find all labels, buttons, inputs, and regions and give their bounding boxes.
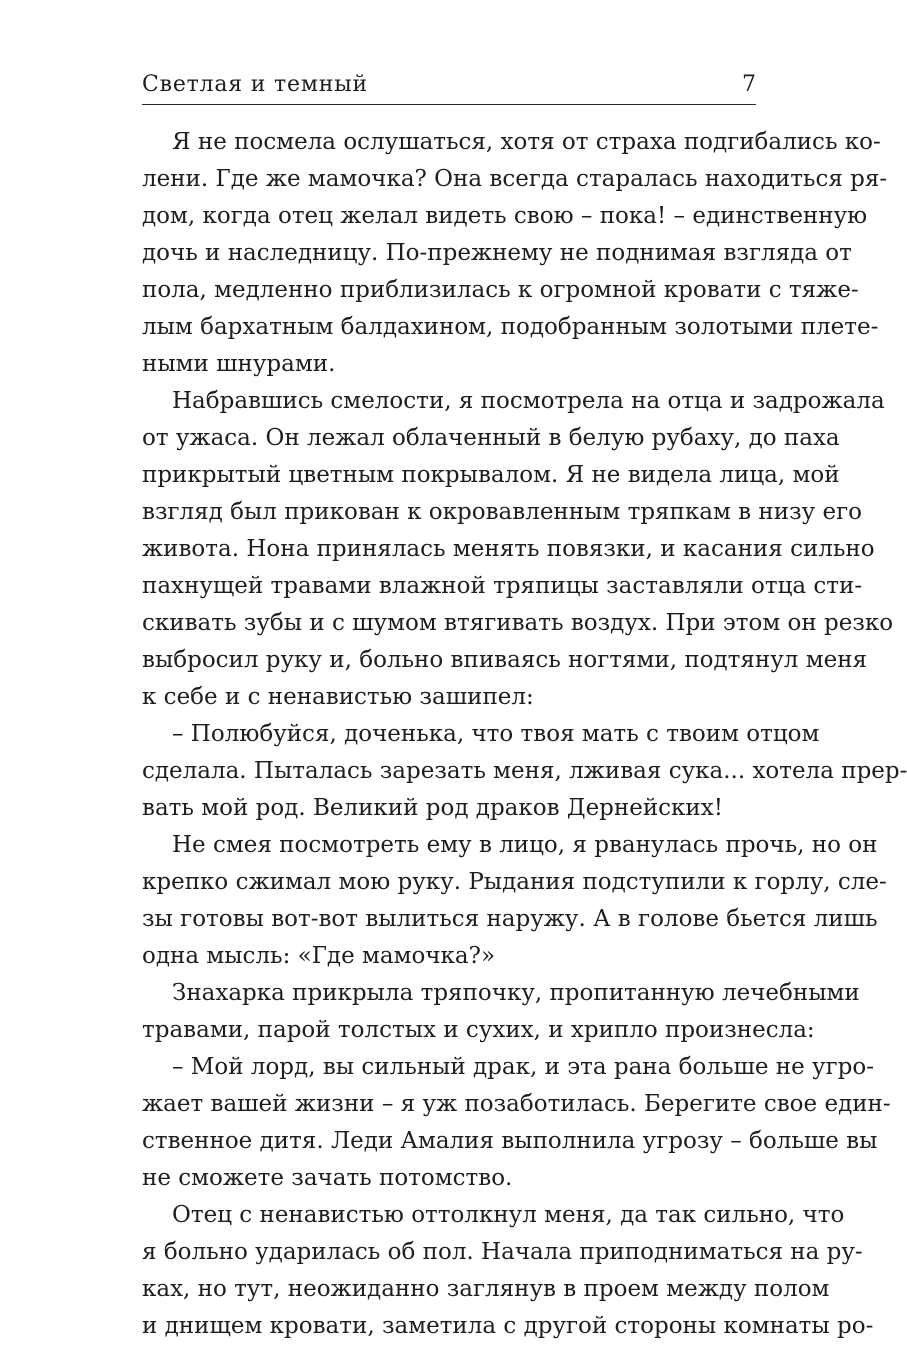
text-line: лым бархатным балдахином, подобранным золотыми плете- <box>142 314 879 340</box>
header-rule <box>142 104 756 105</box>
text-line: пола, медленно приблизилась к огромной кровати с тяже- <box>142 277 859 303</box>
text-line: ках, но тут, неожиданно заглянув в проем между полом <box>142 1276 830 1302</box>
text-line: жает вашей жизни – я уж позаботилась. Берегите свое един- <box>142 1091 891 1117</box>
running-head <box>142 70 756 100</box>
text-line: Набравшись смелости, я посмотрела на отца и задрожала <box>172 388 885 414</box>
paragraph <box>142 1049 891 1197</box>
text-line: Отец с ненавистью оттолкнул меня, да так сильно, что <box>172 1202 845 1228</box>
text-line: крепко сжимал мою руку. Рыдания подступили к горлу, сле- <box>142 869 887 895</box>
text-line: Не смея посмотреть ему в лицо, я рванулась прочь, но он <box>172 832 878 858</box>
text-line: зы готовы вот-вот вылиться наружу. А в голове бьется лишь <box>142 906 878 932</box>
paragraph <box>142 827 887 975</box>
paragraph <box>142 383 894 716</box>
paragraph <box>142 975 860 1049</box>
text-line: не сможете зачать потомство. <box>142 1165 513 1191</box>
paragraph <box>142 716 907 827</box>
text-line: дочь и наследницу. По-прежнему не поднимая взгляда от <box>142 240 852 266</box>
text-line: прикрытый цветным покрывалом. Я не видела лица, мой <box>142 462 840 488</box>
text-line: живота. Нона принялась менять повязки, и касания сильно <box>142 536 875 562</box>
paragraph <box>142 1197 874 1345</box>
text-line: – Мой лорд, вы сильный драк, и эта рана больше не угро- <box>172 1054 874 1080</box>
text-line: сделала. Пыталась зарезать меня, лживая сука... хотела прер- <box>142 758 907 784</box>
text-line: одна мысль: «Где мамочка?» <box>142 943 496 969</box>
page-number: 7 <box>742 72 756 97</box>
text-line: выбросил руку и, больно впиваясь ногтями, подтянул меня <box>142 647 868 673</box>
text-line: Знахарка прикрыла тряпочку, пропитанную лечебными <box>172 980 860 1006</box>
text-line: и днищем кровати, заметила с другой стороны комнаты ро- <box>142 1313 874 1339</box>
text-line: от ужаса. Он лежал облаченный в белую рубаху, до паха <box>142 425 840 451</box>
text-line: ственное дитя. Леди Амалия выполнила угрозу – больше вы <box>142 1128 878 1154</box>
running-title: Светлая и темный <box>142 72 368 97</box>
text-line: вать мой род. Великий род драков Дернейских! <box>142 795 723 821</box>
text-line: дом, когда отец желал видеть свою – пока! – единственную <box>142 203 868 229</box>
text-line: лени. Где же мамочка? Она всегда старалась находиться ря- <box>142 166 888 192</box>
body-text <box>142 124 907 1345</box>
text-line: взгляд был прикован к окровавленным тряпкам в низу его <box>142 499 862 525</box>
text-line: скивать зубы и с шумом втягивать воздух. При этом он резко <box>142 610 894 636</box>
paragraph <box>142 124 888 383</box>
text-line: я больно ударилась об пол. Начала приподниматься на ру- <box>142 1239 863 1265</box>
text-line: пахнущей травами влажной тряпицы заставляли отца сти- <box>142 573 863 599</box>
text-line: Я не посмела ослушаться, хотя от страха подгибались ко- <box>172 129 881 155</box>
text-line: травами, парой толстых и сухих, и хрипло произнесла: <box>142 1017 815 1043</box>
text-line: ными шнурами. <box>142 351 336 377</box>
text-line: – Полюбуйся, доченька, что твоя мать с твоим отцом <box>172 721 820 747</box>
text-line: к себе и с ненавистью зашипел: <box>142 684 534 710</box>
